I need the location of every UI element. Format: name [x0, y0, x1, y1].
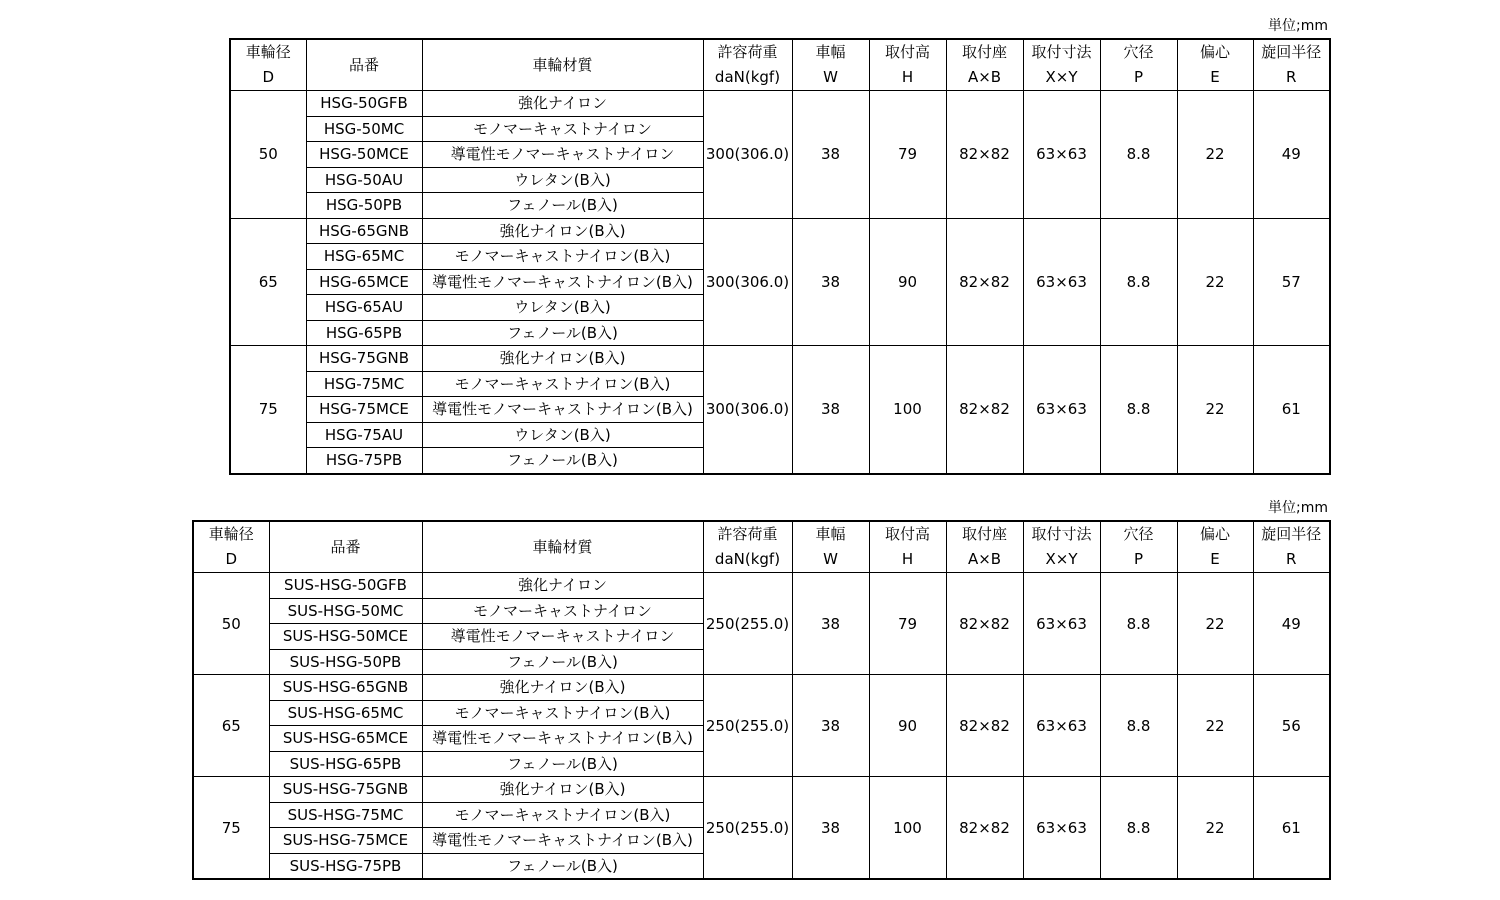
header-width — [792, 521, 869, 573]
table-row — [230, 346, 1330, 372]
header-allowable-load — [703, 39, 792, 91]
cell-allowable-load: 250(255.0) — [703, 573, 792, 675]
cell-wheel-material: モノマーキャストナイロン — [422, 598, 703, 624]
header-wheel-diameter-line-1: 車輪径 — [245, 43, 291, 61]
cell-part-number: HSG-75GNB — [306, 346, 422, 372]
cell-wheel-material: 導電性モノマーキャストナイロン(B入) — [422, 726, 703, 752]
cell-mount-dimension: 63×63 — [1023, 346, 1100, 474]
cell-wheel-material: 強化ナイロン — [422, 573, 703, 599]
cell-wheel-material: フェノール(B入) — [422, 320, 703, 346]
cell-part-number: SUS-HSG-75MC — [269, 802, 422, 828]
cell-hole-diameter: 8.8 — [1100, 777, 1177, 880]
header-hole-diameter-line-1: 穴径 — [1123, 43, 1154, 61]
cell-mount-plate: 82×82 — [946, 346, 1023, 474]
cell-offset: 22 — [1177, 91, 1253, 219]
cell-width: 38 — [792, 218, 869, 346]
cell-wheel-material: 導電性モノマーキャストナイロン — [422, 624, 703, 650]
cell-mount-dimension: 63×63 — [1023, 573, 1100, 675]
header-wheel-diameter — [193, 521, 269, 573]
cell-part-number: HSG-75MC — [306, 371, 422, 397]
cell-part-number: HSG-75PB — [306, 448, 422, 474]
cell-wheel-material: 導電性モノマーキャストナイロン(B入) — [422, 397, 703, 423]
header-wheel-diameter-line-2: D — [225, 550, 238, 568]
cell-allowable-load: 300(306.0) — [703, 91, 792, 219]
cell-wheel-material: 導電性モノマーキャストナイロン(B入) — [422, 269, 703, 295]
cell-part-number: HSG-50PB — [306, 193, 422, 219]
header-allowable-load-line-2: daN(kgf) — [714, 68, 781, 86]
cell-part-number: SUS-HSG-50PB — [269, 649, 422, 675]
cell-mount-height: 79 — [869, 91, 946, 219]
cell-hole-diameter: 8.8 — [1100, 573, 1177, 675]
header-mount-height — [869, 521, 946, 573]
header-swivel-radius-line-1: 旋回半径 — [1261, 525, 1322, 543]
cell-mount-plate: 82×82 — [946, 91, 1023, 219]
cell-wheel-material: フェノール(B入) — [422, 751, 703, 777]
header-mount-plate-line-1: 取付座 — [961, 43, 1007, 61]
cell-wheel-material: フェノール(B入) — [422, 193, 703, 219]
cell-wheel-material: 強化ナイロン(B入) — [422, 675, 703, 701]
table-row — [193, 777, 1330, 803]
cell-hole-diameter: 8.8 — [1100, 675, 1177, 777]
header-part-number: 品番 — [306, 39, 422, 91]
cell-wheel-diameter: 65 — [230, 218, 306, 346]
cell-swivel-radius: 61 — [1253, 777, 1330, 880]
cell-wheel-diameter: 75 — [193, 777, 269, 880]
cell-hole-diameter: 8.8 — [1100, 218, 1177, 346]
cell-part-number: SUS-HSG-75PB — [269, 853, 422, 879]
cell-allowable-load: 300(306.0) — [703, 346, 792, 474]
header-hole-diameter — [1100, 39, 1177, 91]
cell-swivel-radius: 57 — [1253, 218, 1330, 346]
table-row — [193, 675, 1330, 701]
cell-part-number: HSG-65MC — [306, 244, 422, 270]
cell-width: 38 — [792, 777, 869, 880]
table-header-row — [230, 39, 1330, 91]
cell-mount-plate: 82×82 — [946, 777, 1023, 880]
cell-part-number: SUS-HSG-75GNB — [269, 777, 422, 803]
cell-part-number: SUS-HSG-50GFB — [269, 573, 422, 599]
cell-part-number: HSG-65AU — [306, 295, 422, 321]
cell-swivel-radius: 49 — [1253, 573, 1330, 675]
header-offset-line-2: E — [1210, 68, 1220, 86]
header-offset — [1177, 39, 1253, 91]
cell-wheel-material: 強化ナイロン — [422, 91, 703, 117]
cell-part-number: HSG-50MCE — [306, 142, 422, 168]
cell-hole-diameter: 8.8 — [1100, 91, 1177, 219]
cell-wheel-material: フェノール(B入) — [422, 649, 703, 675]
header-mount-dimension — [1023, 39, 1100, 91]
header-mount-plate — [946, 521, 1023, 573]
cell-mount-plate: 82×82 — [946, 675, 1023, 777]
cell-offset: 22 — [1177, 346, 1253, 474]
cell-offset: 22 — [1177, 218, 1253, 346]
cell-wheel-material: 導電性モノマーキャストナイロン(B入) — [422, 828, 703, 854]
header-part-number: 品番 — [269, 521, 422, 573]
cell-swivel-radius: 49 — [1253, 91, 1330, 219]
cell-width: 38 — [792, 91, 869, 219]
cell-wheel-material: ウレタン(B入) — [422, 422, 703, 448]
header-swivel-radius — [1253, 521, 1330, 573]
header-mount-height-line-2: H — [901, 550, 914, 568]
cell-part-number: HSG-65PB — [306, 320, 422, 346]
cell-wheel-material: モノマーキャストナイロン(B入) — [422, 700, 703, 726]
header-swivel-radius-line-1: 旋回半径 — [1261, 43, 1322, 61]
header-hole-diameter-line-2: P — [1133, 550, 1144, 568]
cell-wheel-material: モノマーキャストナイロン(B入) — [422, 244, 703, 270]
cell-wheel-material: 強化ナイロン(B入) — [422, 777, 703, 803]
header-width-line-1: 車幅 — [815, 43, 846, 61]
cell-wheel-diameter: 75 — [230, 346, 306, 474]
header-mount-plate — [946, 39, 1023, 91]
table-row — [193, 573, 1330, 599]
cell-part-number: SUS-HSG-65MCE — [269, 726, 422, 752]
cell-width: 38 — [792, 573, 869, 675]
header-width — [792, 39, 869, 91]
header-width-line-2: W — [823, 68, 838, 86]
cell-part-number: SUS-HSG-50MCE — [269, 624, 422, 650]
header-allowable-load — [703, 521, 792, 573]
cell-part-number: HSG-50MC — [306, 116, 422, 142]
cell-wheel-material: フェノール(B入) — [422, 853, 703, 879]
unit-label: 単位;mm — [1268, 500, 1328, 516]
cell-mount-dimension: 63×63 — [1023, 218, 1100, 346]
cell-wheel-material: モノマーキャストナイロン — [422, 116, 703, 142]
cell-wheel-material: フェノール(B入) — [422, 448, 703, 474]
cell-offset: 22 — [1177, 573, 1253, 675]
cell-mount-dimension: 63×63 — [1023, 777, 1100, 880]
cell-mount-dimension: 63×63 — [1023, 91, 1100, 219]
table-row — [230, 218, 1330, 244]
cell-wheel-material: 強化ナイロン(B入) — [422, 218, 703, 244]
header-mount-dimension-line-2: X×Y — [1045, 68, 1078, 86]
cell-mount-height: 90 — [869, 675, 946, 777]
cell-offset: 22 — [1177, 675, 1253, 777]
header-wheel-diameter — [230, 39, 306, 91]
cell-part-number: SUS-HSG-65MC — [269, 700, 422, 726]
header-wheel-material: 車輪材質 — [422, 39, 703, 91]
header-wheel-diameter-line-1: 車輪径 — [208, 525, 254, 543]
header-mount-plate-line-2: A×B — [967, 550, 1002, 568]
header-hole-diameter-line-1: 穴径 — [1123, 525, 1154, 543]
cell-mount-height: 100 — [869, 346, 946, 474]
cell-allowable-load: 300(306.0) — [703, 218, 792, 346]
cell-part-number: HSG-50GFB — [306, 91, 422, 117]
header-mount-height-line-2: H — [901, 68, 914, 86]
cell-mount-height: 90 — [869, 218, 946, 346]
cell-wheel-diameter: 50 — [230, 91, 306, 219]
cell-part-number: HSG-50AU — [306, 167, 422, 193]
cell-width: 38 — [792, 346, 869, 474]
header-mount-height — [869, 39, 946, 91]
cell-allowable-load: 250(255.0) — [703, 777, 792, 880]
header-offset-line-1: 偏心 — [1199, 525, 1230, 543]
cell-wheel-material: モノマーキャストナイロン(B入) — [422, 802, 703, 828]
header-mount-height-line-1: 取付高 — [884, 525, 930, 543]
header-allowable-load-line-1: 許容荷重 — [717, 525, 778, 543]
cell-mount-height: 100 — [869, 777, 946, 880]
cell-wheel-diameter: 50 — [193, 573, 269, 675]
cell-wheel-material: ウレタン(B入) — [422, 295, 703, 321]
cell-mount-plate: 82×82 — [946, 573, 1023, 675]
table-row — [230, 91, 1330, 117]
cell-mount-plate: 82×82 — [946, 218, 1023, 346]
cell-swivel-radius: 61 — [1253, 346, 1330, 474]
cell-wheel-material: ウレタン(B入) — [422, 167, 703, 193]
header-swivel-radius — [1253, 39, 1330, 91]
header-mount-height-line-1: 取付高 — [884, 43, 930, 61]
header-offset-line-2: E — [1210, 550, 1220, 568]
table-header-row — [193, 521, 1330, 573]
cell-width: 38 — [792, 675, 869, 777]
unit-label: 単位;mm — [1268, 18, 1328, 34]
header-hole-diameter-line-2: P — [1133, 68, 1144, 86]
cell-wheel-material: モノマーキャストナイロン(B入) — [422, 371, 703, 397]
cell-part-number: SUS-HSG-50MC — [269, 598, 422, 624]
spec-table-hsg — [229, 38, 1331, 475]
cell-wheel-material: 強化ナイロン(B入) — [422, 346, 703, 372]
header-mount-dimension-line-1: 取付寸法 — [1031, 43, 1092, 61]
cell-mount-dimension: 63×63 — [1023, 675, 1100, 777]
cell-mount-height: 79 — [869, 573, 946, 675]
header-width-line-1: 車幅 — [815, 525, 846, 543]
cell-hole-diameter: 8.8 — [1100, 346, 1177, 474]
cell-part-number: SUS-HSG-65PB — [269, 751, 422, 777]
header-offset — [1177, 521, 1253, 573]
cell-part-number: HSG-75MCE — [306, 397, 422, 423]
header-mount-dimension — [1023, 521, 1100, 573]
header-swivel-radius-line-2: R — [1286, 550, 1297, 568]
header-mount-dimension-line-2: X×Y — [1045, 550, 1078, 568]
header-wheel-material: 車輪材質 — [422, 521, 703, 573]
header-swivel-radius-line-2: R — [1286, 68, 1297, 86]
cell-wheel-diameter: 65 — [193, 675, 269, 777]
cell-part-number: SUS-HSG-65GNB — [269, 675, 422, 701]
cell-offset: 22 — [1177, 777, 1253, 880]
header-width-line-2: W — [823, 550, 838, 568]
header-mount-plate-line-1: 取付座 — [961, 525, 1007, 543]
spec-table-sus-hsg — [192, 520, 1331, 880]
cell-wheel-material: 導電性モノマーキャストナイロン — [422, 142, 703, 168]
cell-part-number: SUS-HSG-75MCE — [269, 828, 422, 854]
cell-part-number: HSG-65MCE — [306, 269, 422, 295]
header-mount-dimension-line-1: 取付寸法 — [1031, 525, 1092, 543]
header-allowable-load-line-1: 許容荷重 — [717, 43, 778, 61]
header-allowable-load-line-2: daN(kgf) — [714, 550, 781, 568]
header-mount-plate-line-2: A×B — [967, 68, 1002, 86]
cell-part-number: HSG-65GNB — [306, 218, 422, 244]
header-offset-line-1: 偏心 — [1199, 43, 1230, 61]
header-wheel-diameter-line-2: D — [262, 68, 275, 86]
header-hole-diameter — [1100, 521, 1177, 573]
cell-swivel-radius: 56 — [1253, 675, 1330, 777]
cell-allowable-load: 250(255.0) — [703, 675, 792, 777]
cell-part-number: HSG-75AU — [306, 422, 422, 448]
